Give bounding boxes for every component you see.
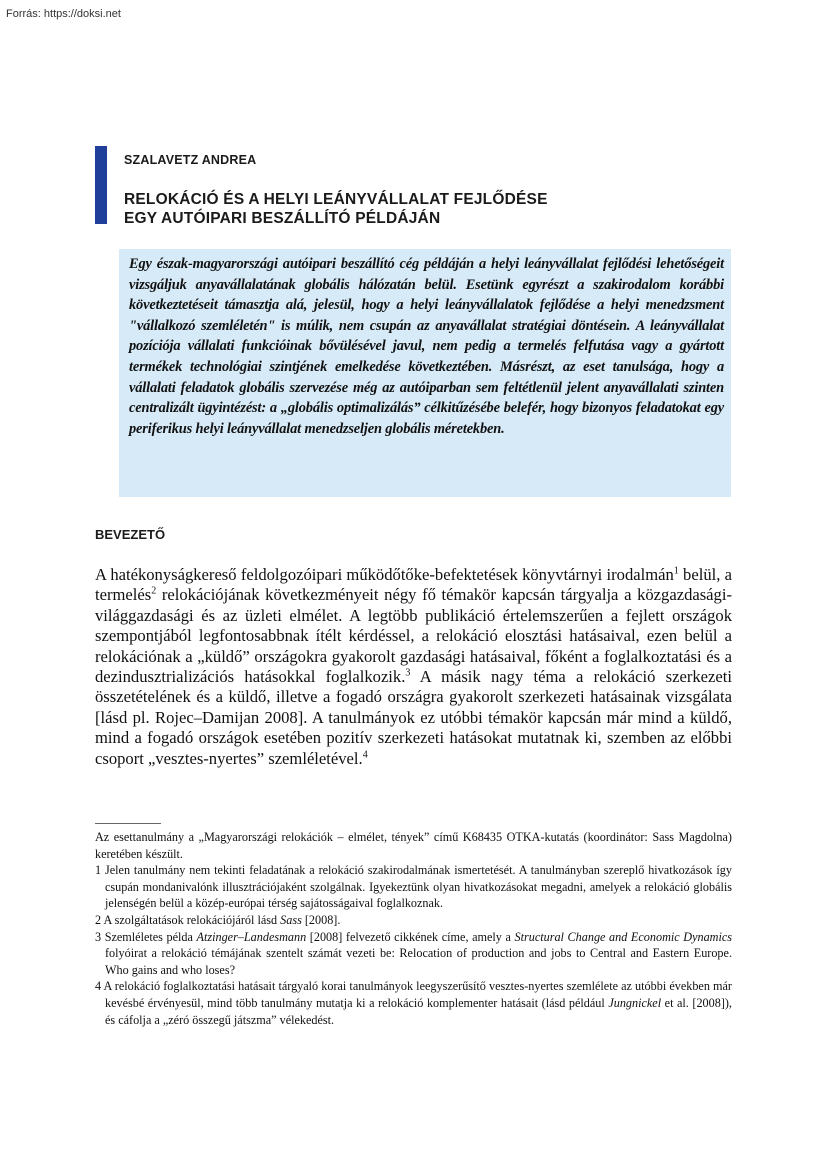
- footnote-divider: [95, 823, 161, 824]
- footnote-3-author: Atzinger–Landesmann: [196, 929, 307, 944]
- footnote-2: [95, 912, 732, 929]
- footnote-3-journal: Structural Change and Economic Dynamics: [514, 929, 733, 944]
- accent-bar: [95, 146, 107, 224]
- footnote-3-text-a: 3 Szemléletes példa: [95, 929, 197, 944]
- footnote-ref-1: 1: [673, 565, 679, 577]
- body-text-1: A hatékonyságkereső feldolgozóipari működőtőke-befektetések könyvtárnyi irodalmán: [95, 565, 674, 584]
- body-text-4: A másik nagy téma a relokáció szerkezeti összetételének és a küldő, illetve a fogadó országra gyakorolt szerkezeti hatásainak vizsgálata [lásd pl. Rojec–Damijan 2008]. A tanulmányok ez utóbbi témakör kapcsán már mind a küldő, mind a fogadó országok esetében pozitív szerkezeti hatásokat mutatnak ki, szemben az előbbi csoport „vesztes-nyertes” szemléletével.: [95, 667, 732, 768]
- section-heading: BEVEZETŐ: [95, 527, 166, 542]
- title-line-1: RELOKÁCIÓ ÉS A HELYI LEÁNYVÁLLALAT FEJLŐDÉSE: [124, 191, 548, 208]
- abstract-box: [119, 249, 731, 497]
- footnote-4-text-b: et al. [2008]), és cáfolja a „zéró összegű játszma” vélekedést.: [105, 995, 732, 1027]
- abstract-text: Egy észak-magyarországi autóipari beszállító cég példáján a helyi leányvállalat fejlődési lehetőségeit vizsgáljuk anyavállalatának globális hálózatán belül. Esetünk egyrészt a szakirodalom korábbi következtetéseit támasztja alá, jelesül, hogy a helyi leányvállalatok fejlődése a helyi menedzsment "vállalkozó szemléletén" is múlik, nem csupán az anyavállalat stratégiai döntésein. A leányvállalat pozíciója vállalati funkcióinak bővülésével javul, nem pedig a termelés felfutása vagy a gyártott termékek technológiai szintjének emelkedése következtében. Másrészt, az eset tanulsága, hogy a vállalati feladatok globális szervezése még az autóiparban sem feltétlenül jelent anyavállalati szinten centralizált ügyintézést: a „globális optimalizálás” célkitűzésébe belefér, hogy bizonyos feladatokat egy periferikus helyi leányvállalat menedzseljen globális méretekben.: [129, 256, 724, 437]
- footnote-ref-4: 4: [362, 749, 368, 761]
- author-name: SZALAVETZ ANDREA: [124, 153, 257, 167]
- footnote-ref-2: 2: [151, 585, 157, 597]
- footnote-1: 1 Jelen tanulmány nem tekinti feladatának a relokáció szakirodalmának ismertetését. A tanulmányban szereplő hivatkozások így csupán mondanivalónk illusztrációjaként szolgálnak. Igyekeztünk olyan hivatkozásokat megadni, amelyek a relokáció globális jelenségén belül a közép-európai térség sajátosságaival foglalkoznak.: [95, 863, 732, 911]
- footnote-4: [95, 978, 732, 1028]
- footnote-ref-3: 3: [405, 667, 411, 679]
- footnotes: [95, 829, 732, 1028]
- footnote-2-author: Sass: [280, 912, 302, 927]
- footnote-2-text-b: [2008].: [301, 912, 341, 927]
- body-paragraph: [95, 565, 732, 769]
- body-text-2: belül, a termelés: [95, 565, 732, 605]
- footnote-4-author: Jungnickel: [608, 995, 662, 1010]
- article-title: [124, 190, 548, 228]
- footnote-3-text-c: folyóirat a relokáció témájának szentelt számát vezeti be: Relocation of production and jobs to Central and Eastern Europe. Who gains and who loses?: [105, 946, 732, 977]
- footnote-2-text-a: 2 A szolgáltatások relokációjáról lásd: [95, 912, 281, 927]
- footnote-intro: Az esettanulmány a „Magyarországi relokációk – elmélet, tények” című K68435 OTKA-kutatás (koordinátor: Sass Magdolna) keretében készült.: [95, 830, 732, 861]
- title-line-2: EGY AUTÓIPARI BESZÁLLÍTÓ PÉLDÁJÁN: [124, 210, 441, 227]
- footnote-4-text-a: 4 A relokáció foglalkoztatási hatásait tárgyaló korai tanulmányok leegyszerűsítő vesztes-nyertes szemlélete az utóbbi években már kevésbé érvényesül, mind több tanulmány mutatja ki a relokáció komplementer hatásait (lásd például: [95, 979, 732, 1010]
- body-text-3: relokációjának következményeit négy fő témakör kapcsán tárgyalja a közgazdasági-világgazdasági és az üzleti elmélet. A legtöbb publikáció értelemszerűen a fejlett országok szempontjából legfontosabbnak ítélt kérdéssel, a relokáció elosztási hatásaival, ezen belül a relokációnak a „küldő” országokra gyakorolt gazdasági hatásaival, főként a foglalkoztatási és a dezindusztrializációs hatásokkal foglalkozik.: [95, 585, 732, 687]
- source-note: Forrás: https://doksi.net: [6, 8, 121, 20]
- footnote-3-text-b: [2008] felvezető cikkének címe, amely a: [306, 929, 515, 944]
- footnote-3: [95, 929, 732, 979]
